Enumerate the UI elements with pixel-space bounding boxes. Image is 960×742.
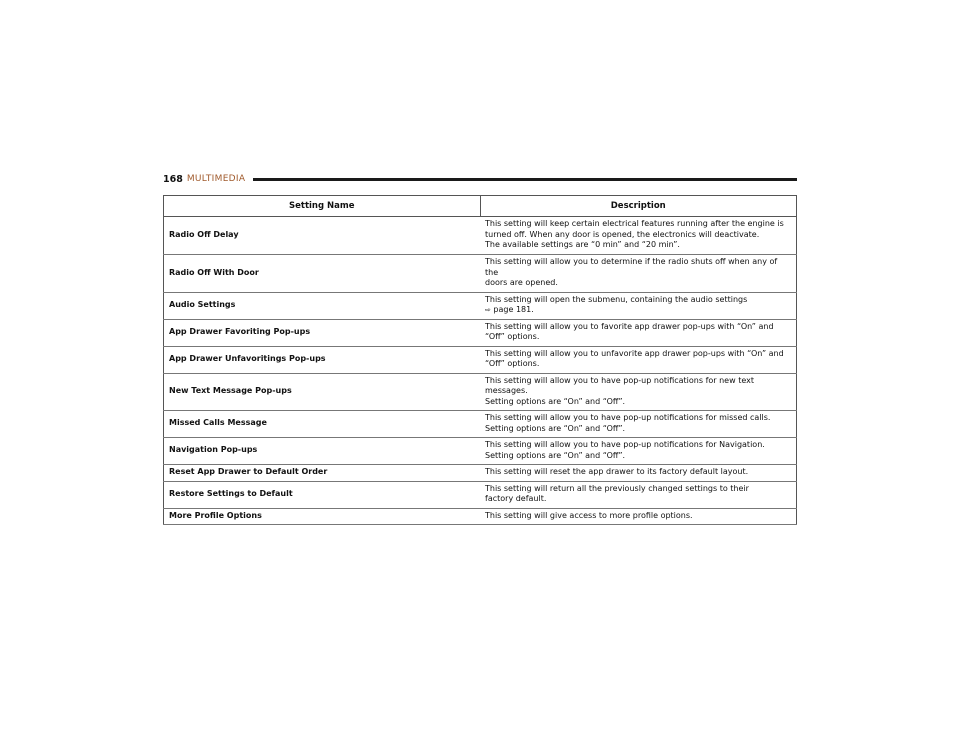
section-title: MULTIMEDIA: [186, 174, 246, 184]
description-line: This setting will open the submenu, containing the audio settings: [485, 294, 748, 304]
setting-name: Radio Off Delay: [164, 217, 481, 255]
description-line: factory default.: [485, 494, 547, 503]
setting-name: Radio Off With Door: [164, 255, 481, 293]
setting-description: [480, 438, 797, 465]
description-line: “Off” options.: [485, 359, 540, 368]
table-row: [164, 319, 797, 346]
table-row: [164, 438, 797, 465]
table-row: [164, 411, 797, 438]
column-header-setting-name: Setting Name: [164, 196, 481, 217]
setting-name: Navigation Pop-ups: [164, 438, 481, 465]
description-line: Setting options are “On” and “Off”.: [485, 450, 626, 460]
table-row: [164, 373, 797, 411]
setting-description: [480, 292, 797, 319]
description-line: This setting will allow you to unfavorite app drawer pop-ups with “On” and: [485, 348, 784, 358]
setting-name: App Drawer Unfavoritings Pop-ups: [164, 346, 481, 373]
setting-name: App Drawer Favoriting Pop-ups: [164, 319, 481, 346]
description-line: This setting will allow you to determine if the radio shuts off when any of the: [485, 257, 778, 277]
setting-name: Audio Settings: [164, 292, 481, 319]
table-row: [164, 481, 797, 508]
table-row: [164, 292, 797, 319]
table-row: [164, 255, 797, 293]
description-line: The available settings are “0 min” and “20 min”.: [485, 240, 680, 249]
column-header-description: Description: [480, 196, 797, 217]
setting-description: [480, 481, 797, 508]
setting-description: [480, 465, 797, 482]
description-line: This setting will allow you to have pop-up notifications for new text messages.: [485, 375, 754, 395]
page-reference-link[interactable]: page 181.: [493, 305, 534, 314]
setting-description: [480, 508, 797, 525]
table-row: [164, 217, 797, 255]
setting-name: More Profile Options: [164, 508, 481, 525]
table-row: [164, 508, 797, 525]
description-line: Setting options are “On” and “Off”.: [485, 396, 626, 406]
description-line: Setting options are “On” and “Off”.: [485, 423, 626, 433]
page-number: 168: [163, 173, 183, 185]
description-line: This setting will give access to more profile options.: [485, 510, 693, 520]
setting-description: [480, 411, 797, 438]
table-row: [164, 465, 797, 482]
setting-description: [480, 373, 797, 411]
description-line: This setting will allow you to have pop-up notifications for missed calls.: [485, 413, 771, 422]
setting-name: New Text Message Pop-ups: [164, 373, 481, 411]
description-line: This setting will allow you to favorite app drawer pop-ups with “On” and: [485, 321, 774, 331]
description-line: This setting will reset the app drawer to its factory default layout.: [485, 467, 749, 476]
setting-name: Missed Calls Message: [164, 411, 481, 438]
description-line: This setting will allow you to have pop-up notifications for Navigation.: [485, 440, 765, 449]
settings-table: [163, 195, 797, 525]
table-row: [164, 346, 797, 373]
setting-description: [480, 217, 797, 255]
description-line: turned off. When any door is opened, the electronics will deactivate.: [485, 229, 760, 239]
description-line: “Off” options.: [485, 332, 540, 341]
setting-description: [480, 255, 797, 293]
description-line: This setting will return all the previously changed settings to their: [485, 483, 749, 493]
arrow-right-icon: ⇨: [485, 306, 491, 314]
description-line: [485, 305, 791, 316]
table-header-row: [164, 196, 797, 217]
page-header: [163, 172, 797, 186]
description-line: This setting will keep certain electrical features running after the engine is: [485, 219, 784, 228]
setting-description: [480, 346, 797, 373]
description-line: doors are opened.: [485, 278, 558, 287]
setting-description: [480, 319, 797, 346]
setting-name: Restore Settings to Default: [164, 481, 481, 508]
setting-name: Reset App Drawer to Default Order: [164, 465, 481, 482]
header-rule: [253, 178, 797, 181]
